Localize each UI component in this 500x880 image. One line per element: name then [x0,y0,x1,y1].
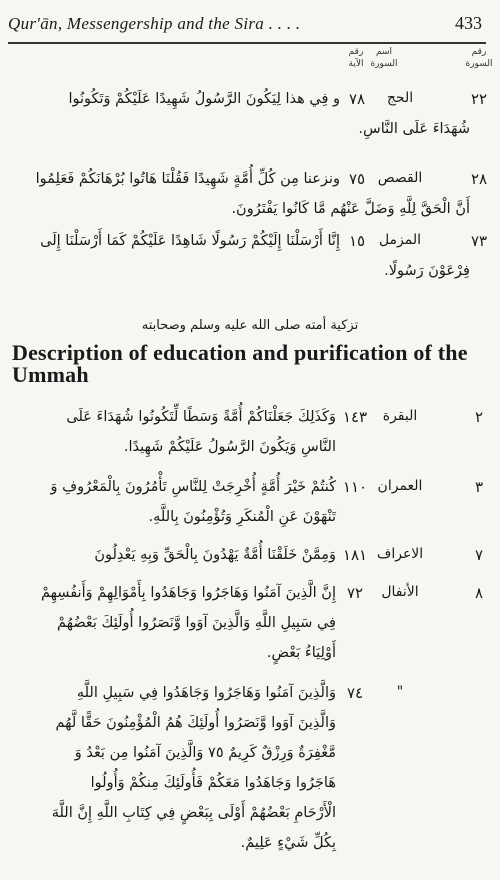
verse-text [14,540,336,570]
ayah-number: ٧٤ [346,684,364,702]
page-header [8,12,486,44]
verse-line: ونزعنا مِن كُلِّ أُمَّةٍ شَهِيدًا فَقُلْنَا هَاتُوا بُرْهَانَكُمْ فَعَلِمُوا [35,171,340,187]
surah-name: الأنفال [381,584,419,600]
ayah-number: ١٨١ [342,546,368,564]
verse-line: فِرْعَوْنَ رَسُولًا. [384,263,470,279]
verse-line: إِنَّ الَّذِينَ آمَنُوا وَهَاجَرُوا وَجَاهَدُوا بِأَمْوَالِهِمْ وَأَنفُسِهِمْ [40,585,336,601]
arabic-subtitle: تزكية أمته صلى الله عليه وسلم وصحابته [141,318,359,333]
surah-number: ٢ [474,408,484,426]
verse-line: وَكَذَلِكَ جَعَلْنَاكُمْ أُمَّةً وَسَطًا لِّتَكُونُوا شُهَدَاءَ عَلَى [66,409,336,425]
verse-line: شُهَدَاءَ عَلَى النَّاسِ. [358,121,470,137]
verse-line: أَنَّ الْحَقَّ لِلَّهِ وَضَلَّ عَنْهُم مَّا كَانُوا يَفْتَرُونَ. [231,201,470,217]
verse-line: وَالَّذِينَ آوَوا وَّنَصَرُوا أُولَئِكَ هُمُ الْمُؤْمِنُونَ حَقًّا لَّهُم [55,715,336,731]
verse-line: هَاجَرُوا وَجَاهَدُوا مَعَكُمْ فَأُولَئِكَ مِنكُمْ وَأُولُوا [90,775,336,791]
ayah-number: ١٤٣ [342,408,368,426]
verse-line: الْأَرْحَامِ بَعْضُهُمْ أَوْلَى بِبَعْضٍ فِي كِتَابِ اللَّهِ إِنَّ اللَّهَ [51,805,336,821]
surah-name: المزمل [378,232,422,248]
verse-line: تَنْهَوْنَ عَنِ الْمُنكَرِ وَتُؤْمِنُونَ بِاللَّهِ. [148,509,336,525]
column-header-surah-name: اسم السورة [370,47,398,69]
surah-name: البقرة [382,408,418,424]
verse-text [14,472,336,532]
verse-line: النَّاسِ وَيَكُونَ الرَّسُولُ عَلَيْكُمْ شَهِيدًا. [123,439,336,455]
surah-name: القصص [377,170,423,186]
ayah-number: ٧٥ [348,170,366,188]
column-header-surah-number: رقم السورة [465,47,493,69]
surah-name: الاعراف [376,546,424,562]
verse-text [14,402,336,462]
verse-line: أَوْلِيَاءُ بَعْضٍ. [266,645,336,661]
verse-line: مَّغْفِرَةٌ وَرِزْقٌ كَرِيمٌ ٧٥ وَالَّذِينَ آمَنُوا مِن بَعْدُ وَ [74,745,336,761]
verse-line: و فِي هذا لِيَكُونَ الرَّسُولُ شَهِيدًا عَلَيْكُمْ وَتَكُونُوا [68,91,340,107]
surah-name: العمران [377,478,423,494]
surah-number: ٣ [474,478,484,496]
verse-text [14,678,336,858]
surah-number: ٨ [474,584,484,602]
ditto-mark: " [396,684,404,700]
ayah-number: ١٥ [348,232,366,250]
surah-number: ٧ [474,546,484,564]
verse-line: كُنتُمْ خَيْرَ أُمَّةٍ أُخْرِجَتْ لِلنَّاسِ تَأْمُرُونَ بِالْمَعْرُوفِ وَ [50,479,336,495]
surah-number: ٢٨ [470,170,488,188]
ayah-number: ٧٨ [348,90,366,108]
column-header-ayah-number: رقم الآية [348,47,364,69]
ayah-number: ٧٢ [346,584,364,602]
verse-line: فِي سَبِيلِ اللَّهِ وَالَّذِينَ آوَوا وَّنَصَرُوا أُولَئِكَ بَعْضُهُمْ [56,615,336,631]
surah-number: ٧٣ [470,232,488,250]
verse-line: إِنَّا أَرْسَلْنَا إِلَيْكُمْ رَسُولًا شَاهِدًا عَلَيْكُمْ كَمَا أَرْسَلْنَا إِلَى [40,233,340,249]
verse-line: وَمِمَّنْ خَلَقْنَا أُمَّةٌ يَهْدُونَ بِالْحَقِّ وَبِهِ يَعْدِلُونَ [94,547,336,563]
verse-line: بِكُلِّ شَيْءٍ عَلِيمٌ. [240,835,336,851]
ayah-number: ١١٠ [342,478,368,496]
surah-number: ٢٢ [470,90,488,108]
running-title: Qur'ān, Messengership and the Sira . . . . [8,14,301,33]
section-heading: Description of education and purification of the Ummah [12,340,468,387]
verse-text [14,578,336,668]
surah-name: الحج [386,90,414,106]
verse-line: وَالَّذِينَ آمَنُوا وَهَاجَرُوا وَجَاهَدُوا فِي سَبِيلِ اللَّهِ [76,685,336,701]
page-number: 433 [455,13,482,33]
